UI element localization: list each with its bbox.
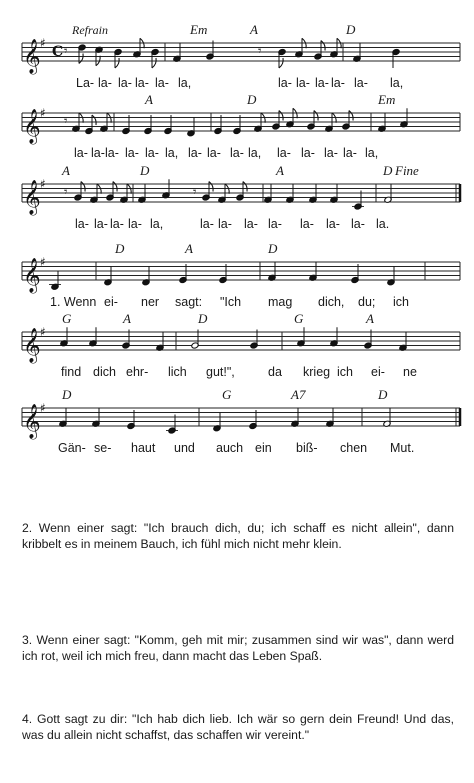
- lyric-syllable: ich: [337, 365, 353, 379]
- eighth-rest-icon: 𝄾: [64, 114, 68, 129]
- note-flag: [321, 41, 325, 51]
- lyric-syllable: la,: [150, 217, 164, 231]
- music-system-5: [22, 311, 460, 379]
- key-signature-sharp-icon: ♯: [40, 177, 46, 191]
- verse-2: 2. Wenn einer sagt: "Ich brauch dich, du; ich schaff es nicht allein", dann kribbelt es in meinem Bauch, ich fühl mich nicht mehr klein.: [22, 521, 454, 551]
- lyric-syllable: la-: [74, 146, 88, 160]
- lyric-syllable: la-: [98, 76, 112, 90]
- lyric-syllable: la-: [128, 217, 142, 231]
- lyric-syllable: la-: [326, 217, 340, 231]
- chord-symbol: G: [294, 311, 304, 326]
- fine-label: Fine: [395, 163, 419, 178]
- eighth-rest-icon: 𝄾: [258, 44, 262, 59]
- lyric-syllable: 1. Wenn: [50, 295, 97, 309]
- chord-symbol: A7: [291, 387, 306, 402]
- lyric-syllable: se-: [94, 441, 112, 455]
- lyric-syllable: sagt:: [175, 295, 203, 309]
- lyric-syllable: ehr-: [126, 365, 149, 379]
- note-flag: [279, 58, 283, 68]
- chord-symbol: G: [222, 387, 232, 402]
- music-system-3: [22, 163, 460, 231]
- lyric-syllable: la-: [324, 146, 338, 160]
- lyric-syllable: la-: [155, 76, 169, 90]
- chord-symbol: D: [346, 22, 356, 37]
- chord-symbol: D: [62, 387, 72, 402]
- music-system-2: [22, 92, 460, 160]
- note-flag: [243, 182, 247, 192]
- lyric-syllable: und: [174, 441, 195, 455]
- lyric-syllable: ei-: [104, 295, 118, 309]
- lyric-syllable: la-: [268, 217, 282, 231]
- note-flag: [279, 111, 283, 121]
- lyric-syllable: la,: [365, 146, 379, 160]
- lyric-syllable: krieg: [303, 365, 331, 379]
- key-signature-sharp-icon: ♯: [40, 106, 46, 120]
- lyric-syllable: Mut.: [390, 441, 415, 455]
- music-system-1: [22, 22, 460, 90]
- key-signature-sharp-icon: ♯: [40, 401, 46, 415]
- lyric-syllable: la.: [376, 217, 390, 231]
- lyric-syllable: la-: [277, 146, 291, 160]
- chord-symbol: D: [268, 241, 278, 256]
- note-flag: [314, 111, 318, 121]
- lyric-syllable: la-: [301, 146, 315, 160]
- note-flag: [152, 58, 156, 68]
- chord-symbol: D: [115, 241, 125, 256]
- lyric-syllable: chen: [340, 441, 368, 455]
- lyric-syllable: La-: [76, 76, 95, 90]
- note-flag: [209, 182, 213, 192]
- chord-symbol: Em: [378, 92, 396, 107]
- lyric-syllable: la-: [351, 217, 365, 231]
- chord-symbol: D: [198, 311, 208, 326]
- lyric-syllable: la-: [354, 76, 368, 90]
- lyric-syllable: lich: [168, 365, 187, 379]
- lyric-syllable: la-: [244, 217, 258, 231]
- lyric-syllable: Gän-: [58, 441, 86, 455]
- lyric-syllable: la-: [207, 146, 221, 160]
- chord-symbol: D: [378, 387, 388, 402]
- time-signature: C: [52, 44, 64, 60]
- chord-symbol: A: [123, 311, 131, 326]
- lyric-syllable: du;: [358, 295, 376, 309]
- treble-clef-icon: 𝄞: [23, 109, 41, 144]
- lyric-syllable: la,: [248, 146, 262, 160]
- lyric-syllable: da: [268, 365, 282, 379]
- treble-clef-icon: 𝄞: [23, 404, 41, 439]
- chord-symbol: A: [250, 22, 258, 37]
- lyric-syllable: la-: [278, 76, 292, 90]
- lyric-syllable: la-: [125, 146, 139, 160]
- note-flag: [113, 182, 117, 192]
- lyric-syllable: la-: [188, 146, 202, 160]
- lyric-syllable: la,: [390, 76, 404, 90]
- lyric-syllable: ich: [393, 295, 409, 309]
- chord-symbol: A: [62, 163, 70, 178]
- verse-3: 3. Wenn einer sagt: "Komm, geh mit mir; zusammen sind wir was", dann werd ich rot, weil ich mich freu, dann macht das Leben Spaß.: [22, 633, 454, 663]
- note-flag: [79, 54, 83, 64]
- lyric-syllable: mag: [268, 295, 293, 309]
- chord-symbol: A: [185, 241, 193, 256]
- lyric-syllable: biß-: [296, 441, 318, 455]
- lyric-syllable: ner: [141, 295, 160, 309]
- music-system-6: [22, 387, 460, 455]
- eighth-rest-icon: 𝄾: [193, 185, 197, 200]
- lyric-syllable: la-: [296, 76, 310, 90]
- lyric-syllable: la-: [91, 146, 105, 160]
- lyric-syllable: la-: [315, 76, 329, 90]
- lyric-syllable: la-: [118, 76, 132, 90]
- treble-clef-icon: 𝄞: [23, 258, 41, 293]
- chord-symbol: A: [145, 92, 153, 107]
- lyric-syllable: la-: [343, 146, 357, 160]
- key-signature-sharp-icon: ♯: [40, 325, 46, 339]
- eighth-rest-icon: 𝄾: [64, 44, 68, 59]
- lyric-syllable: ei-: [371, 365, 385, 379]
- chord-symbol: A: [366, 311, 374, 326]
- lyric-syllable: la-: [105, 146, 119, 160]
- verse-4: 4. Gott sagt zu dir: "Ich hab dich lieb. Ich wär so gern dein Freund! Und das, was du allein nicht schaffst, das schaffen wir vereint.": [22, 712, 454, 742]
- key-signature-sharp-icon: ♯: [40, 255, 46, 269]
- lyric-syllable: la-: [218, 217, 232, 231]
- treble-clef-icon: 𝄞: [23, 180, 41, 215]
- chord-symbol: D: [383, 163, 393, 178]
- lyric-syllable: haut: [131, 441, 156, 455]
- chord-symbol: Em: [190, 22, 208, 37]
- music-system-4: [22, 241, 460, 309]
- chord-symbol: A: [276, 163, 284, 178]
- lyric-syllable: la-: [145, 146, 159, 160]
- lyric-syllable: la-: [230, 146, 244, 160]
- refrain-label: Refrain: [72, 23, 108, 37]
- lyric-syllable: la-: [135, 76, 149, 90]
- lyric-syllable: find: [61, 365, 82, 379]
- lyric-syllable: la-: [331, 76, 345, 90]
- note-flag: [81, 182, 85, 192]
- lyric-syllable: la-: [200, 217, 214, 231]
- lyric-syllable: ein: [255, 441, 272, 455]
- lyric-syllable: auch: [216, 441, 244, 455]
- lyric-syllable: la,: [165, 146, 179, 160]
- lyric-syllable: dich: [93, 365, 116, 379]
- note-flag: [92, 115, 96, 125]
- lyric-syllable: la-: [94, 217, 108, 231]
- treble-clef-icon: 𝄞: [23, 328, 41, 363]
- eighth-rest-icon: 𝄾: [64, 185, 68, 200]
- lyric-syllable: "Ich: [220, 295, 242, 309]
- lyric-syllable: la,: [178, 76, 192, 90]
- chord-symbol: G: [62, 311, 72, 326]
- lyric-syllable: la-: [110, 217, 124, 231]
- chord-symbol: D: [247, 92, 257, 107]
- lyric-syllable: la-: [300, 217, 314, 231]
- note-flag: [349, 111, 353, 121]
- note-flag: [115, 58, 119, 68]
- chord-symbol: D: [140, 163, 150, 178]
- treble-clef-icon: 𝄞: [23, 39, 41, 74]
- lyric-syllable: ne: [403, 365, 417, 379]
- lyric-syllable: dich,: [318, 295, 345, 309]
- lyric-syllable: la-: [75, 217, 89, 231]
- key-signature-sharp-icon: ♯: [40, 36, 46, 50]
- lyric-syllable: gut!",: [206, 365, 235, 379]
